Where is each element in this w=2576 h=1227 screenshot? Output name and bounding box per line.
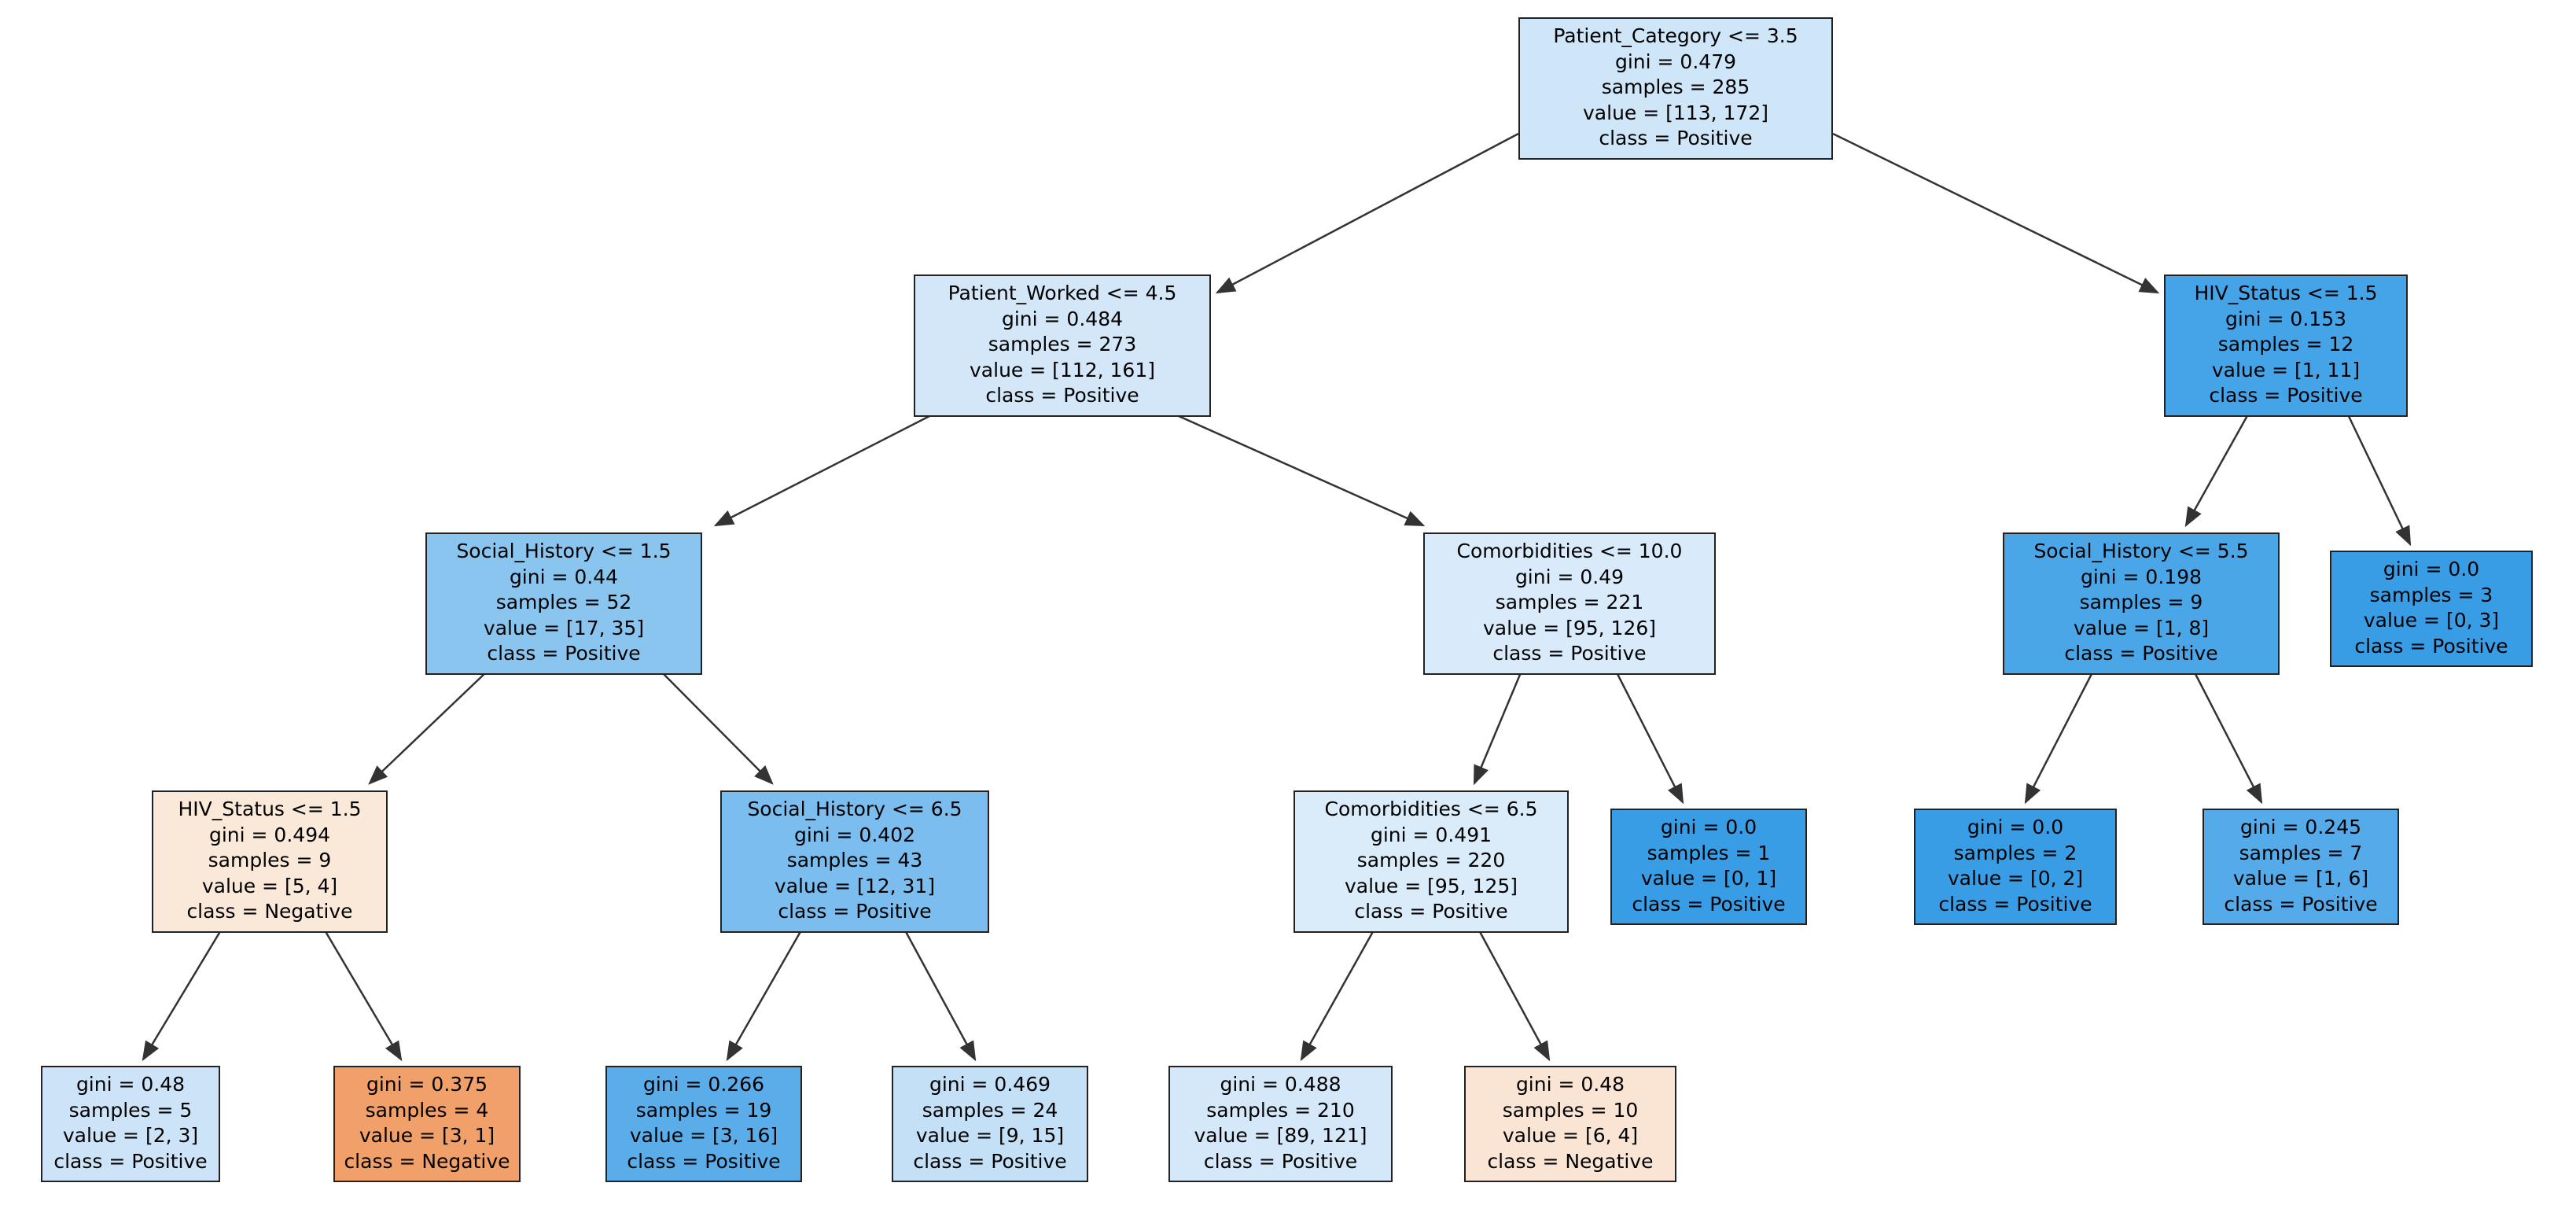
tree-node-line: gini = 0.44 [509,565,619,588]
tree-node-line: samples = 285 [1601,76,1750,98]
tree-node-line: Patient_Category <= 3.5 [1553,24,1798,47]
tree-node-line: value = [0, 2] [1947,867,2084,890]
tree-node-line: value = [12, 31] [774,874,936,897]
tree-node-line: gini = 0.0 [1660,816,1757,838]
tree-node-line: value = [9, 15] [915,1124,1065,1147]
tree-node-line: value = [89, 121] [1194,1124,1367,1147]
tree-node-line: gini = 0.375 [366,1073,488,1096]
tree-node-line: gini = 0.245 [2239,816,2362,838]
tree-node-line: samples = 220 [1356,849,1506,871]
tree-node-line: Patient_Worked <= 4.5 [948,282,1177,304]
tree-node-line: value = [1, 6] [2232,867,2369,890]
tree-node-n3 [425,532,702,675]
tree-node-line: class = Negative [344,1149,510,1173]
tree-node-line: Comorbidities <= 6.5 [1324,798,1538,820]
tree-node-line: class = Positive [1599,127,1753,149]
tree-node-line: value = [95, 126] [1482,616,1657,639]
tree-edge-n3-n7 [370,671,488,783]
tree-node-n10 [1610,809,1807,925]
tree-node-line: class = Positive [53,1149,208,1173]
tree-node-n16 [892,1066,1088,1182]
tree-node-line: samples = 43 [786,849,923,871]
tree-edge-n9-n17 [1301,929,1374,1059]
tree-node-n18 [1464,1066,1676,1182]
tree-node-line: class = Positive [487,642,641,665]
tree-node-line: class = Positive [1203,1149,1358,1173]
tree-edge-n9-n18 [1478,929,1549,1059]
tree-edge-n0-n2 [1833,134,2158,293]
tree-node-line: value = [0, 1] [1640,867,1777,890]
tree-edge-n5-n11 [2026,671,2093,802]
tree-node-line: gini = 0.266 [642,1073,765,1096]
tree-node-line: value = [95, 125] [1344,874,1518,897]
tree-node-line: class = Positive [913,1149,1067,1173]
tree-node-line: class = Positive [627,1149,781,1173]
tree-node-line: gini = 0.0 [2383,558,2480,580]
tree-node-line: value = [17, 35] [483,616,645,639]
tree-node-line: Social_History <= 1.5 [456,540,672,562]
tree-node-n12 [2202,809,2399,925]
tree-node-line: samples = 1 [1647,841,1771,864]
tree-node-line: gini = 0.494 [208,823,331,846]
tree-node-line: samples = 10 [1502,1098,1639,1122]
tree-node-line: gini = 0.153 [2225,307,2347,330]
tree-node-line: value = [112, 161] [970,358,1155,381]
tree-edge-n7-n14 [324,929,401,1059]
tree-node-n2 [2164,275,2408,417]
tree-edge-n3-n8 [661,671,772,783]
tree-node-line: class = Positive [2209,384,2363,407]
tree-node-line: class = Positive [2064,642,2218,665]
tree-node-line: samples = 9 [2079,591,2203,614]
tree-node-line: samples = 3 [2369,583,2493,606]
tree-node-line: class = Positive [778,900,932,923]
tree-node-line: value = [2, 3] [62,1124,199,1147]
tree-node-line: value = [1, 8] [2073,616,2210,639]
tree-node-line: class = Positive [1938,892,2092,916]
tree-node-line: gini = 0.0 [1967,816,2064,838]
tree-node-n8 [720,790,989,933]
tree-node-n11 [1914,809,2117,925]
tree-node-line: samples = 7 [2239,841,2363,864]
tree-node-n9 [1294,790,1569,933]
tree-node-line: value = [5, 4] [201,874,338,897]
tree-node-line: value = [0, 3] [2363,609,2500,632]
tree-node-n5 [2003,532,2280,675]
tree-node-line: gini = 0.198 [2080,565,2202,588]
tree-node-line: gini = 0.491 [1370,823,1492,846]
tree-node-line: gini = 0.48 [1515,1073,1625,1096]
tree-node-line: gini = 0.49 [1514,565,1625,588]
tree-node-line: Comorbidities <= 10.0 [1456,540,1683,562]
tree-node-line: samples = 9 [208,849,332,871]
tree-node-line: gini = 0.402 [793,823,916,846]
tree-node-n15 [605,1066,802,1182]
tree-edge-n2-n5 [2186,413,2249,525]
tree-node-line: Social_History <= 5.5 [2033,540,2249,562]
tree-node-line: samples = 210 [1206,1098,1355,1122]
tree-node-line: gini = 0.48 [75,1073,186,1096]
tree-node-n7 [152,790,388,933]
tree-node-line: value = [6, 4] [1502,1124,1639,1147]
tree-node-line: samples = 24 [922,1098,1058,1122]
tree-edge-n2-n6 [2347,413,2410,544]
tree-node-line: samples = 19 [635,1098,772,1122]
tree-node-line: samples = 221 [1495,591,1644,614]
tree-node-line: samples = 273 [988,333,1137,356]
tree-node-line: class = Positive [2224,892,2378,916]
tree-node-line: Social_History <= 6.5 [747,798,962,820]
tree-node-line: gini = 0.479 [1614,50,1737,73]
tree-node-line: samples = 52 [495,591,632,614]
tree-node-n0 [1518,17,1833,160]
tree-node-line: gini = 0.488 [1220,1073,1341,1096]
tree-edge-n7-n13 [143,929,222,1059]
tree-node-line: value = [1, 11] [2211,358,2361,381]
tree-node-line: gini = 0.469 [929,1073,1051,1096]
tree-node-line: class = Positive [1354,900,1508,923]
tree-node-line: value = [3, 1] [359,1124,495,1147]
tree-node-line: HIV_Status <= 1.5 [2194,282,2378,304]
tree-edge-n4-n10 [1616,671,1683,802]
tree-edge-n8-n15 [727,929,802,1059]
tree-node-n13 [41,1066,220,1182]
tree-node-n4 [1423,532,1716,675]
tree-node-line: samples = 2 [1953,841,2077,864]
tree-node-line: value = [113, 172] [1583,101,1768,124]
tree-node-line: class = Negative [186,900,353,923]
tree-node-line: class = Positive [1492,642,1647,665]
tree-edge-n0-n1 [1217,134,1518,293]
tree-node-line: samples = 5 [68,1098,193,1122]
tree-node-line: class = Positive [985,384,1139,407]
tree-edge-n1-n4 [1172,413,1423,525]
tree-edge-n8-n16 [904,929,975,1059]
tree-node-line: samples = 12 [2217,333,2354,356]
tree-edge-n4-n9 [1474,671,1522,783]
tree-node-line: HIV_Status <= 1.5 [178,798,362,820]
tree-node-n14 [333,1066,521,1182]
tree-node-line: value = [3, 16] [629,1124,778,1147]
tree-node-n1 [914,275,1211,417]
tree-node-line: class = Positive [1632,892,1786,916]
tree-node-line: class = Negative [1487,1149,1654,1173]
tree-edge-n5-n12 [2194,671,2261,802]
tree-node-n6 [2330,551,2533,667]
tree-node-n17 [1168,1066,1393,1182]
tree-node-line: gini = 0.484 [1001,307,1124,330]
tree-node-line: class = Positive [2354,634,2508,658]
tree-edge-n1-n3 [716,413,936,525]
tree-node-line: samples = 4 [365,1098,489,1122]
